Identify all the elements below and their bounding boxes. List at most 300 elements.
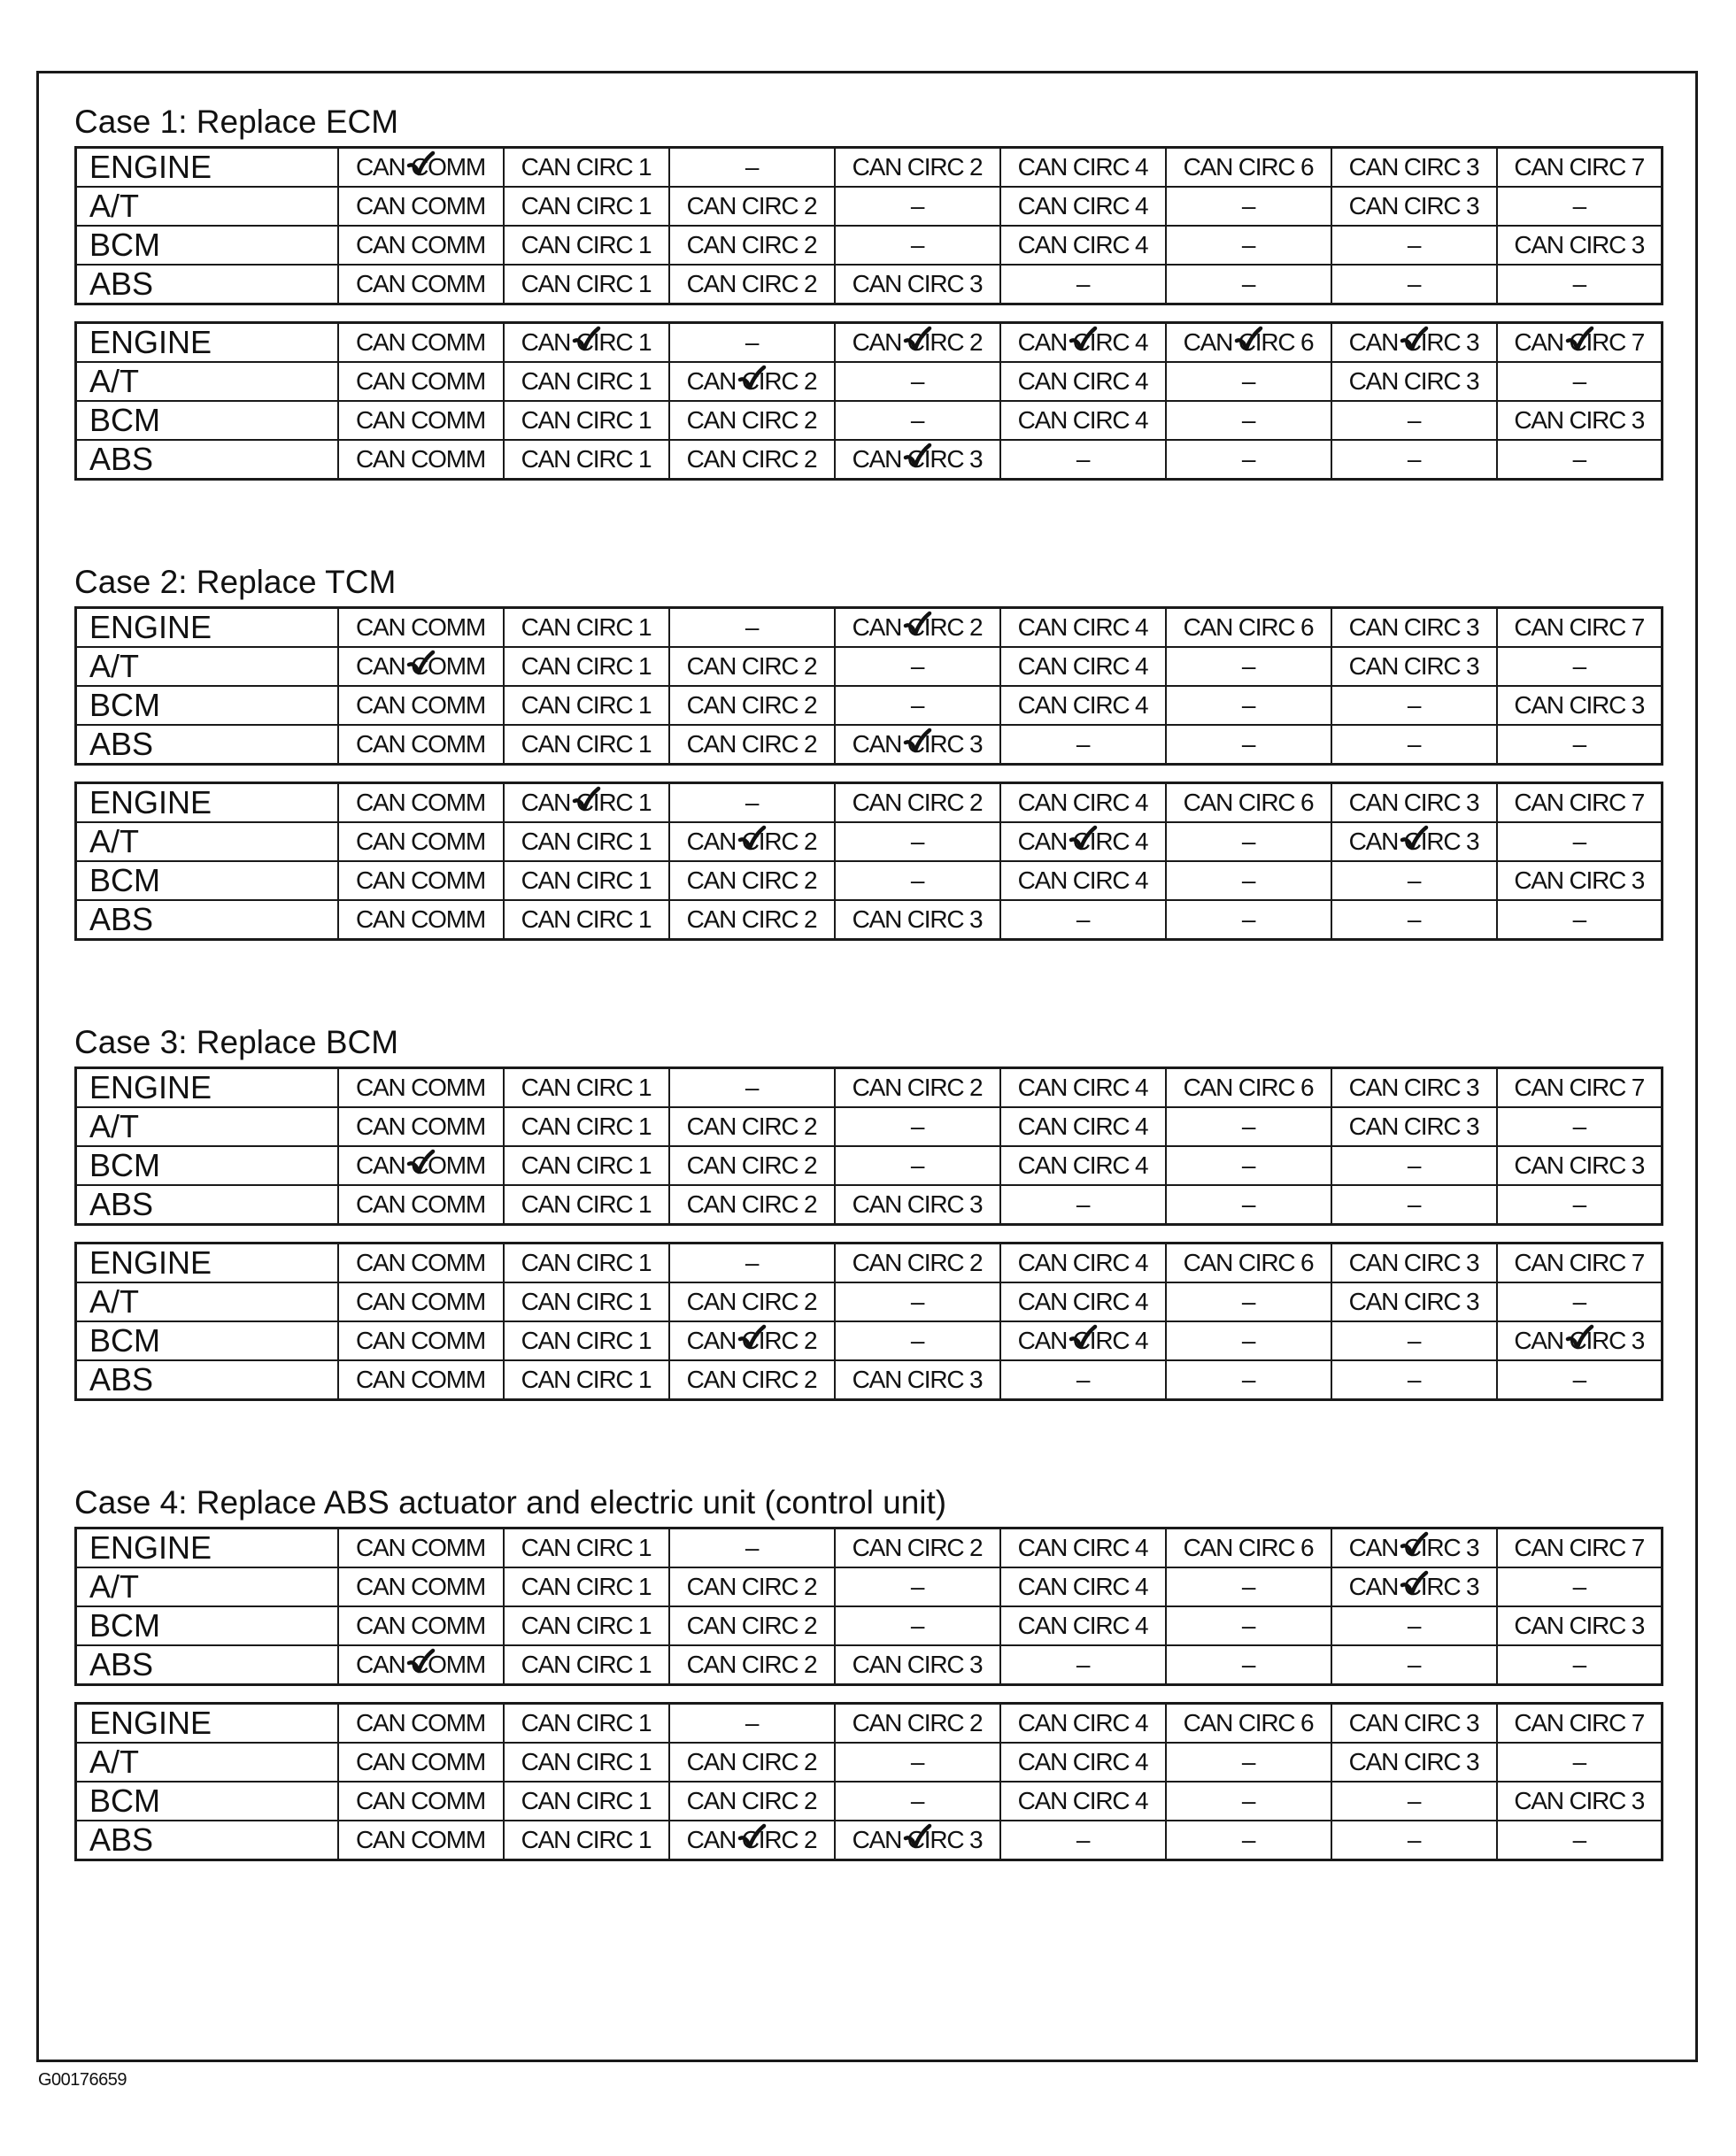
status-text: CAN CIRC 2 xyxy=(686,231,817,258)
status-cell xyxy=(835,608,1000,648)
status-cell xyxy=(504,1567,669,1606)
unit-label: ABS xyxy=(76,265,338,304)
status-cell xyxy=(669,725,835,765)
status-cell xyxy=(1497,362,1663,401)
status-cell xyxy=(835,1645,1000,1685)
status-text: CAN CIRC 1 xyxy=(521,652,652,680)
status-cell xyxy=(338,1107,504,1146)
status-cell xyxy=(1331,323,1497,363)
status-text: CAN CIRC 4 xyxy=(1017,1327,1148,1354)
status-cell xyxy=(835,1244,1000,1283)
status-cell xyxy=(1497,440,1663,480)
status-text: CAN CIRC 3 xyxy=(852,730,983,758)
table-row xyxy=(76,1782,1663,1821)
case-section xyxy=(74,1020,1663,1401)
status-cell xyxy=(1000,1146,1166,1185)
table-row xyxy=(76,1821,1663,1860)
status-text: CAN CIRC 1 xyxy=(521,1534,652,1561)
status-text: – xyxy=(1241,905,1255,933)
status-cell xyxy=(504,1743,669,1782)
status-cell xyxy=(338,1704,504,1744)
status-cell xyxy=(669,1107,835,1146)
status-text: – xyxy=(1572,730,1586,758)
can-diagnosis-table xyxy=(74,146,1663,305)
status-cell xyxy=(1000,725,1166,765)
table-spacer xyxy=(74,305,1663,321)
table-row xyxy=(76,861,1663,900)
status-text: CAN COMM xyxy=(356,1366,485,1393)
status-text: CAN CIRC 1 xyxy=(521,730,652,758)
status-cell xyxy=(1497,1068,1663,1108)
status-text: CAN CIRC 4 xyxy=(1017,192,1148,219)
can-diagnosis-table xyxy=(74,782,1663,941)
status-text: CAN CIRC 4 xyxy=(1017,1787,1148,1814)
status-cell xyxy=(669,1360,835,1400)
status-cell xyxy=(338,1528,504,1568)
status-cell xyxy=(669,187,835,226)
status-text: CAN CIRC 2 xyxy=(686,445,817,473)
status-text: CAN CIRC 2 xyxy=(852,1709,983,1736)
status-cell xyxy=(1166,265,1331,304)
status-cell xyxy=(504,1606,669,1645)
status-text: CAN CIRC 1 xyxy=(521,1787,652,1814)
status-cell xyxy=(669,1704,835,1744)
status-cell xyxy=(1497,900,1663,940)
status-text: CAN CIRC 2 xyxy=(686,1573,817,1600)
status-cell xyxy=(504,1528,669,1568)
status-text: – xyxy=(1241,691,1255,719)
table-row xyxy=(76,900,1663,940)
table-row xyxy=(76,1528,1663,1568)
table-spacer xyxy=(74,766,1663,782)
status-cell xyxy=(1331,1782,1497,1821)
status-cell xyxy=(1000,822,1166,861)
status-text: CAN CIRC 1 xyxy=(521,192,652,219)
status-cell xyxy=(835,362,1000,401)
status-cell xyxy=(1000,226,1166,265)
status-text: CAN CIRC 2 xyxy=(852,789,983,816)
status-cell xyxy=(1000,265,1166,304)
status-cell xyxy=(669,1068,835,1108)
status-cell xyxy=(835,1606,1000,1645)
status-cell xyxy=(1497,1321,1663,1360)
status-cell xyxy=(504,647,669,686)
table-row xyxy=(76,1360,1663,1400)
status-text: CAN CIRC 3 xyxy=(1348,1288,1479,1315)
status-text: CAN CIRC 1 xyxy=(521,445,652,473)
status-text: – xyxy=(1407,445,1421,473)
status-text: CAN CIRC 2 xyxy=(852,328,983,356)
unit-label: BCM xyxy=(76,401,338,440)
status-text: CAN CIRC 4 xyxy=(1017,328,1148,356)
status-cell xyxy=(669,686,835,725)
case-title: Case 2: Replace TCM xyxy=(74,564,397,600)
status-text: – xyxy=(1572,1288,1586,1315)
status-cell xyxy=(1000,1704,1166,1744)
status-text: – xyxy=(910,1151,924,1179)
status-cell xyxy=(1497,1185,1663,1225)
status-cell xyxy=(835,1282,1000,1321)
status-text: – xyxy=(1572,270,1586,297)
status-text: CAN COMM xyxy=(356,1612,485,1639)
status-cell xyxy=(1331,1645,1497,1685)
status-text: CAN CIRC 1 xyxy=(521,789,652,816)
status-cell xyxy=(504,1782,669,1821)
status-text: – xyxy=(1407,231,1421,258)
status-text: CAN COMM xyxy=(356,1709,485,1736)
status-text: CAN CIRC 6 xyxy=(1183,1249,1314,1276)
status-cell xyxy=(338,647,504,686)
status-text: – xyxy=(1241,1787,1255,1814)
status-cell xyxy=(338,1282,504,1321)
status-cell xyxy=(504,1821,669,1860)
status-cell xyxy=(669,1244,835,1283)
status-cell xyxy=(1000,686,1166,725)
status-text: CAN CIRC 3 xyxy=(1348,1534,1479,1561)
table-spacer xyxy=(74,1226,1663,1242)
status-text: CAN CIRC 4 xyxy=(1017,613,1148,641)
status-text: CAN CIRC 1 xyxy=(521,367,652,395)
status-cell xyxy=(835,1146,1000,1185)
status-text: – xyxy=(1241,1651,1255,1678)
status-cell xyxy=(338,1068,504,1108)
status-text: CAN CIRC 1 xyxy=(521,1748,652,1775)
status-text: – xyxy=(1407,1190,1421,1218)
status-text: CAN CIRC 1 xyxy=(521,1709,652,1736)
status-text: CAN COMM xyxy=(356,445,485,473)
status-text: CAN CIRC 4 xyxy=(1017,1249,1148,1276)
status-cell xyxy=(504,1146,669,1185)
table-row xyxy=(76,647,1663,686)
status-text: CAN COMM xyxy=(356,1787,485,1814)
table-row xyxy=(76,1567,1663,1606)
unit-label: BCM xyxy=(76,226,338,265)
unit-label: BCM xyxy=(76,1146,338,1185)
can-diagnosis-table xyxy=(74,321,1663,481)
status-text: CAN CIRC 7 xyxy=(1514,613,1645,641)
status-cell xyxy=(669,1528,835,1568)
status-cell xyxy=(504,440,669,480)
status-cell xyxy=(1331,1146,1497,1185)
unit-label: ABS xyxy=(76,440,338,480)
unit-label: A/T xyxy=(76,1567,338,1606)
status-text: CAN CIRC 4 xyxy=(1017,1288,1148,1315)
status-text: – xyxy=(1407,1787,1421,1814)
status-text: – xyxy=(1241,406,1255,434)
status-text: – xyxy=(1241,1288,1255,1315)
status-cell xyxy=(835,226,1000,265)
status-cell xyxy=(1166,1606,1331,1645)
status-cell xyxy=(669,861,835,900)
status-cell xyxy=(1497,1528,1663,1568)
status-text: – xyxy=(1572,1573,1586,1600)
status-text: CAN COMM xyxy=(356,270,485,297)
status-cell xyxy=(504,187,669,226)
status-text: CAN CIRC 3 xyxy=(1348,1748,1479,1775)
status-text: CAN CIRC 4 xyxy=(1017,789,1148,816)
status-text: CAN CIRC 3 xyxy=(852,270,983,297)
status-text: CAN CIRC 1 xyxy=(521,1190,652,1218)
case-list xyxy=(74,100,1663,1861)
status-cell xyxy=(1497,1146,1663,1185)
status-text: CAN CIRC 2 xyxy=(852,153,983,181)
status-text: – xyxy=(745,1074,759,1101)
status-text: – xyxy=(1241,1190,1255,1218)
status-cell xyxy=(504,1107,669,1146)
status-text: CAN CIRC 4 xyxy=(1017,1748,1148,1775)
status-text: CAN CIRC 4 xyxy=(1017,367,1148,395)
status-cell xyxy=(835,440,1000,480)
unit-label: ABS xyxy=(76,1821,338,1860)
status-cell xyxy=(1331,362,1497,401)
status-cell xyxy=(1000,362,1166,401)
status-text: – xyxy=(1241,1151,1255,1179)
status-text: CAN CIRC 3 xyxy=(852,1366,983,1393)
status-cell xyxy=(669,1321,835,1360)
status-text: CAN CIRC 3 xyxy=(1514,231,1645,258)
unit-label: ENGINE xyxy=(76,783,338,823)
status-cell xyxy=(1000,401,1166,440)
status-cell xyxy=(669,1282,835,1321)
status-text: CAN CIRC 1 xyxy=(521,231,652,258)
status-cell xyxy=(1000,1360,1166,1400)
status-text: – xyxy=(910,406,924,434)
status-text: CAN COMM xyxy=(356,828,485,855)
status-cell xyxy=(669,362,835,401)
status-cell xyxy=(338,783,504,823)
status-text: – xyxy=(1572,1748,1586,1775)
case-spacer xyxy=(74,941,1663,1020)
status-cell xyxy=(338,187,504,226)
status-cell xyxy=(1166,1567,1331,1606)
status-cell xyxy=(338,725,504,765)
status-text: – xyxy=(745,1709,759,1736)
status-text: CAN COMM xyxy=(356,1573,485,1600)
status-text: – xyxy=(1407,730,1421,758)
table-row xyxy=(76,265,1663,304)
status-text: – xyxy=(1572,828,1586,855)
status-text: – xyxy=(910,1787,924,1814)
status-cell xyxy=(835,1360,1000,1400)
status-text: CAN CIRC 4 xyxy=(1017,652,1148,680)
status-text: – xyxy=(1076,730,1090,758)
status-text: CAN CIRC 1 xyxy=(521,406,652,434)
status-text: – xyxy=(1572,1826,1586,1853)
status-cell xyxy=(1331,1567,1497,1606)
status-cell xyxy=(1166,686,1331,725)
status-text: CAN CIRC 1 xyxy=(521,1826,652,1853)
status-cell xyxy=(1497,1360,1663,1400)
status-text: CAN CIRC 2 xyxy=(686,192,817,219)
unit-label: ENGINE xyxy=(76,323,338,363)
status-cell xyxy=(1331,1528,1497,1568)
status-text: CAN CIRC 7 xyxy=(1514,1709,1645,1736)
status-text: CAN COMM xyxy=(356,1826,485,1853)
status-cell xyxy=(1000,1821,1166,1860)
status-cell xyxy=(669,900,835,940)
unit-label: ABS xyxy=(76,725,338,765)
status-cell xyxy=(669,1567,835,1606)
status-text: – xyxy=(1572,192,1586,219)
status-cell xyxy=(338,440,504,480)
status-text: CAN CIRC 2 xyxy=(686,1113,817,1140)
unit-label: BCM xyxy=(76,1606,338,1645)
status-cell xyxy=(669,148,835,188)
status-text: – xyxy=(910,1327,924,1354)
status-text: – xyxy=(745,613,759,641)
unit-label: ENGINE xyxy=(76,1704,338,1744)
table-row xyxy=(76,686,1663,725)
status-cell xyxy=(504,725,669,765)
status-cell xyxy=(1497,1743,1663,1782)
status-cell xyxy=(1000,1567,1166,1606)
status-cell xyxy=(669,265,835,304)
status-cell xyxy=(1497,1567,1663,1606)
status-text: – xyxy=(1407,270,1421,297)
status-text: CAN CIRC 2 xyxy=(686,691,817,719)
status-cell xyxy=(1331,608,1497,648)
status-text: CAN CIRC 6 xyxy=(1183,789,1314,816)
status-cell xyxy=(1497,226,1663,265)
status-cell xyxy=(669,1185,835,1225)
status-cell xyxy=(1497,1606,1663,1645)
status-cell xyxy=(1166,1528,1331,1568)
status-text: – xyxy=(1241,1573,1255,1600)
status-text: CAN CIRC 2 xyxy=(852,1074,983,1101)
status-text: CAN COMM xyxy=(356,1151,485,1179)
status-cell xyxy=(1000,1528,1166,1568)
status-cell xyxy=(338,148,504,188)
unit-label: A/T xyxy=(76,187,338,226)
table-row xyxy=(76,608,1663,648)
status-text: CAN CIRC 1 xyxy=(521,1288,652,1315)
status-text: – xyxy=(1407,866,1421,894)
status-cell xyxy=(669,1743,835,1782)
status-cell xyxy=(1497,783,1663,823)
status-text: CAN CIRC 6 xyxy=(1183,153,1314,181)
status-cell xyxy=(338,861,504,900)
unit-label: BCM xyxy=(76,1321,338,1360)
status-text: CAN COMM xyxy=(356,691,485,719)
status-cell xyxy=(1000,861,1166,900)
status-text: CAN CIRC 3 xyxy=(1348,153,1479,181)
status-text: CAN CIRC 3 xyxy=(1514,406,1645,434)
status-cell xyxy=(504,783,669,823)
unit-label: ENGINE xyxy=(76,1528,338,1568)
status-cell xyxy=(504,1321,669,1360)
status-text: – xyxy=(1572,652,1586,680)
table-row xyxy=(76,323,1663,363)
case-title: Case 4: Replace ABS actuator and electric unit (control unit) xyxy=(74,1484,947,1521)
status-cell xyxy=(504,1360,669,1400)
status-cell xyxy=(1000,1321,1166,1360)
status-cell xyxy=(1166,226,1331,265)
unit-label: ENGINE xyxy=(76,608,338,648)
status-text: – xyxy=(1076,1366,1090,1393)
status-text: CAN CIRC 2 xyxy=(686,1787,817,1814)
status-cell xyxy=(835,323,1000,363)
status-text: CAN CIRC 3 xyxy=(1514,1787,1645,1814)
unit-label: A/T xyxy=(76,647,338,686)
status-text: CAN CIRC 4 xyxy=(1017,866,1148,894)
status-text: CAN CIRC 4 xyxy=(1017,153,1148,181)
status-text: – xyxy=(910,866,924,894)
status-text: CAN CIRC 2 xyxy=(686,1651,817,1678)
status-cell xyxy=(835,647,1000,686)
can-diagnosis-table xyxy=(74,1702,1663,1861)
status-cell xyxy=(338,1185,504,1225)
status-text: CAN COMM xyxy=(356,905,485,933)
status-text: CAN CIRC 4 xyxy=(1017,1113,1148,1140)
status-cell xyxy=(835,1528,1000,1568)
status-cell xyxy=(1497,1282,1663,1321)
status-cell xyxy=(338,900,504,940)
status-cell xyxy=(338,401,504,440)
status-cell xyxy=(835,686,1000,725)
status-cell xyxy=(835,1821,1000,1860)
unit-label: ABS xyxy=(76,1645,338,1685)
status-cell xyxy=(835,401,1000,440)
status-cell xyxy=(1331,647,1497,686)
status-text: – xyxy=(1241,866,1255,894)
status-text: CAN CIRC 3 xyxy=(1348,192,1479,219)
status-cell xyxy=(1331,725,1497,765)
status-text: CAN CIRC 3 xyxy=(1348,828,1479,855)
status-cell xyxy=(504,1282,669,1321)
status-cell xyxy=(504,1645,669,1685)
status-cell xyxy=(1331,1704,1497,1744)
status-text: CAN COMM xyxy=(356,1190,485,1218)
status-text: – xyxy=(1407,1366,1421,1393)
status-cell xyxy=(1166,1782,1331,1821)
status-text: – xyxy=(1241,1826,1255,1853)
status-cell xyxy=(1000,1107,1166,1146)
status-text: CAN CIRC 1 xyxy=(521,1612,652,1639)
status-text: CAN CIRC 3 xyxy=(852,445,983,473)
status-cell xyxy=(1166,1107,1331,1146)
status-cell xyxy=(669,440,835,480)
status-text: – xyxy=(1076,1190,1090,1218)
status-text: CAN CIRC 2 xyxy=(686,652,817,680)
status-text: CAN COMM xyxy=(356,652,485,680)
status-text: – xyxy=(1407,1151,1421,1179)
status-text: CAN CIRC 3 xyxy=(1348,1573,1479,1600)
status-cell xyxy=(1000,323,1166,363)
status-text: – xyxy=(910,691,924,719)
status-text: – xyxy=(1241,652,1255,680)
status-text: CAN CIRC 4 xyxy=(1017,231,1148,258)
status-text: CAN CIRC 4 xyxy=(1017,1074,1148,1101)
status-cell xyxy=(1497,686,1663,725)
status-cell xyxy=(1497,1821,1663,1860)
status-text: CAN COMM xyxy=(356,1748,485,1775)
status-cell xyxy=(338,323,504,363)
status-cell xyxy=(835,265,1000,304)
status-cell xyxy=(1497,608,1663,648)
status-text: CAN CIRC 3 xyxy=(1514,866,1645,894)
status-cell xyxy=(669,1821,835,1860)
status-cell xyxy=(338,1321,504,1360)
status-cell xyxy=(1000,148,1166,188)
status-cell xyxy=(338,1146,504,1185)
status-cell xyxy=(1166,725,1331,765)
unit-label: A/T xyxy=(76,1107,338,1146)
unit-label: A/T xyxy=(76,822,338,861)
status-text: CAN CIRC 3 xyxy=(1348,328,1479,356)
table-row xyxy=(76,362,1663,401)
status-text: CAN CIRC 3 xyxy=(1514,1327,1645,1354)
status-text: – xyxy=(745,328,759,356)
